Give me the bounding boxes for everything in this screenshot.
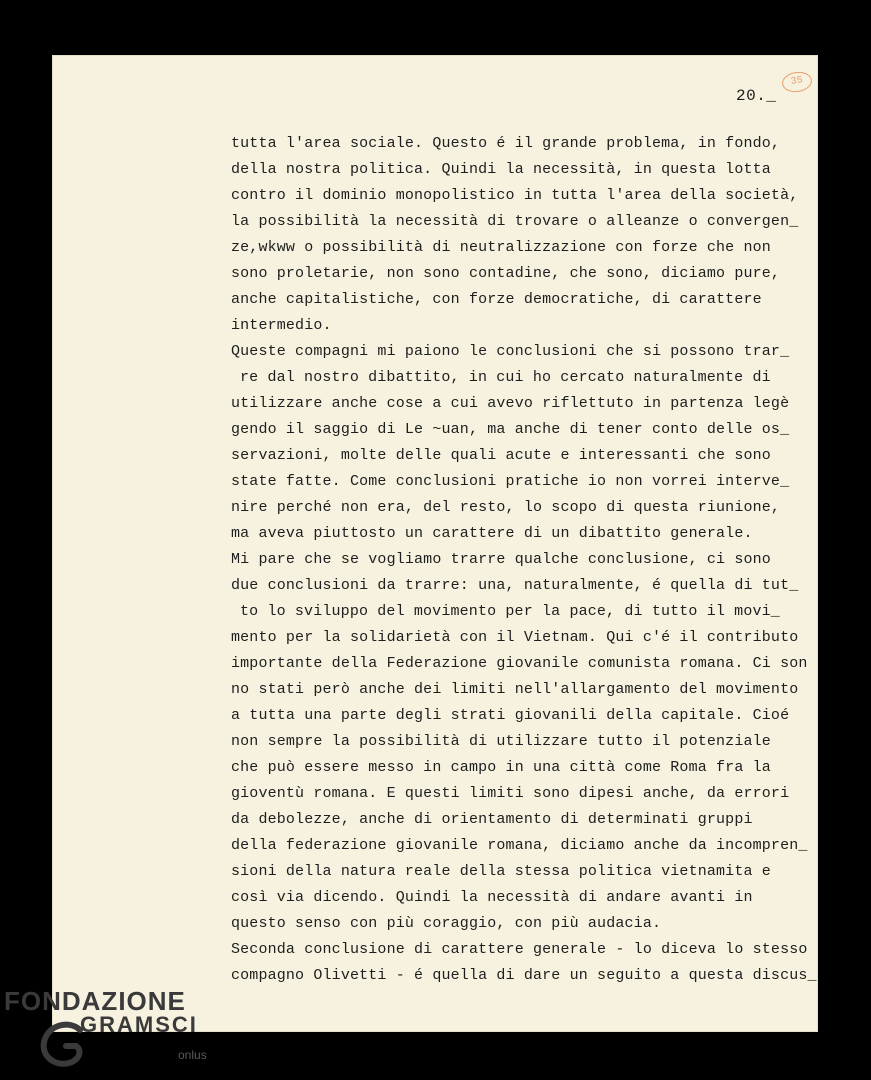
text-line: la possibilità la necessità di trovare o alleanze o convergen_ — [231, 213, 799, 230]
text-line: anche capitalistiche, con forze democratiche, di carattere — [231, 291, 762, 308]
text-line: to lo sviluppo del movimento per la pace, di tutto il movi_ — [240, 603, 780, 620]
text-line: Seconda conclusione di carattere generale - lo diceva lo stesso — [231, 941, 808, 958]
text-line: Mi pare che se vogliamo trarre qualche conclusione, ci sono — [231, 551, 771, 568]
text-line: della nostra politica. Quindi la necessità, in questa lotta — [231, 161, 771, 178]
text-line: da debolezze, anche di orientamento di determinati gruppi — [231, 811, 753, 828]
text-line: questo senso con più coraggio, con più audacia. — [231, 915, 662, 932]
text-line: sioni della natura reale della stessa politica vietnamita e — [231, 863, 771, 880]
text-line: non sempre la possibilità di utilizzare tutto il potenziale — [231, 733, 771, 750]
logo-text-gramsci: GRAMSCI — [80, 1012, 198, 1037]
text-line: gioventù romana. E questi limiti sono dipesi anche, da errori — [231, 785, 790, 802]
text-line: intermedio. — [231, 317, 332, 334]
text-line: ze,wkww o possibilità di neutralizzazione con forze che non — [231, 239, 771, 256]
text-line: importante della Federazione giovanile comunista romana. Ci son — [231, 655, 808, 672]
text-line: compagno Olivetti - é quella di dare un seguito a questa discus_ — [231, 967, 817, 984]
text-line: no stati però anche dei limiti nell'allargamento del movimento — [231, 681, 799, 698]
text-line: ma aveva piuttosto un carattere di un dibattito generale. — [231, 525, 753, 542]
typed-text-body — [231, 131, 816, 989]
text-line: sono proletarie, non sono contadine, che sono, diciamo pure, — [231, 265, 781, 282]
text-line: tutta l'area sociale. Questo é il grande problema, in fondo, — [231, 135, 781, 152]
text-line: utilizzare anche cose a cui avevo riflettuto in partenza legè — [231, 395, 790, 412]
logo-text-onlus: onlus — [178, 1048, 207, 1062]
text-line: due conclusioni da trarre: una, naturalmente, é quella di tut_ — [231, 577, 799, 594]
text-line: re dal nostro dibattito, in cui ho cercato naturalmente di — [240, 369, 771, 386]
text-line: nire perché non era, del resto, lo scopo di questa riunione, — [231, 499, 781, 516]
text-line: della federazione giovanile romana, diciamo anche da incompren_ — [231, 837, 808, 854]
text-line: che può essere messo in campo in una città come Roma fra la — [231, 759, 771, 776]
archive-stamp: 35 — [781, 70, 813, 94]
text-line: mento per la solidarietà con il Vietnam. Qui c'é il contributo — [231, 629, 799, 646]
page-number: 20._ — [736, 87, 777, 105]
text-line: gendo il saggio di Le ~uan, ma anche di tener conto delle os_ — [231, 421, 790, 438]
text-line: servazioni, molte delle quali acute e interessanti che sono — [231, 447, 771, 464]
text-line: state fatte. Come conclusioni pratiche io non vorrei interve_ — [231, 473, 790, 490]
text-line: contro il dominio monopolistico in tutta l'area della società, — [231, 187, 799, 204]
text-line: a tutta una parte degli strati giovanili della capitale. Cioé — [231, 707, 790, 724]
text-line: Queste compagni mi paiono le conclusioni che si possono trar_ — [231, 343, 790, 360]
logo-text-foundation: FONDAZIONE — [4, 986, 186, 1016]
text-line: così via dicendo. Quindi la necessità di andare avanti in — [231, 889, 753, 906]
fondazione-gramsci-logo — [4, 986, 234, 1080]
